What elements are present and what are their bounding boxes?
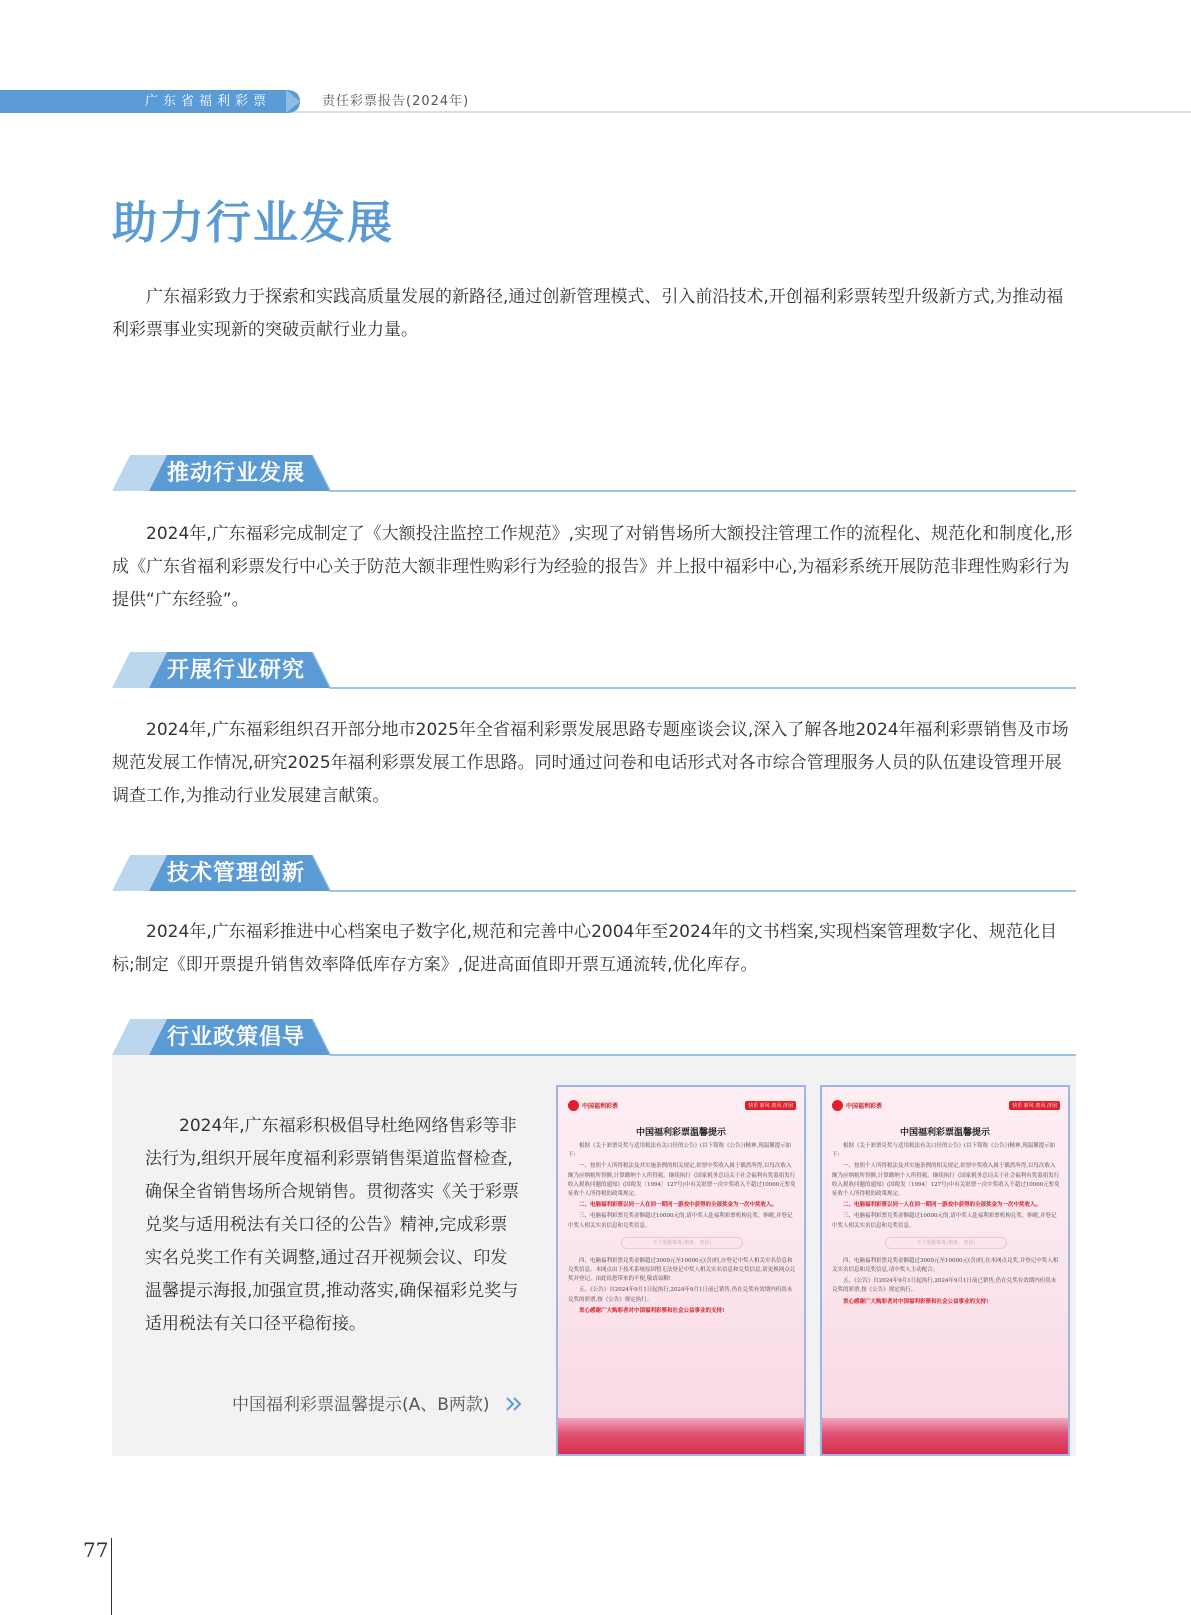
lottery-logo: 中国福利彩票: [832, 1100, 892, 1110]
poster-footer-band: [558, 1418, 804, 1454]
poster-caption: 中国福利彩票温馨提示(A、B两款): [232, 1395, 490, 1415]
section-heading-tech-innovation: [112, 855, 1076, 895]
poster-title: 中国福利彩票温馨提示: [635, 1128, 726, 1138]
poster-a: [556, 1085, 806, 1456]
poster-body: 根据《关于彩票兑奖与适用税法有关口径的公告》(以下简称《公告》)精神,现温馨提示如下: 一、按照个人所得税法及其实施条例的相关规定,彩票中奖收入属于偶然所得,以每次收入额为应纳税所得额,计算缴纳个人所得税。继续执行《国家税务总局关于社会福利有奖募捐发行收入税收问题的通知》(国税发〔1994〕127号)中有关彩票一次中奖收入不超过10000元暂免征收个人所得税的政策规定。 二、电脑福利彩票以同一人在同一期同一游戏中获得的全部奖金为一次中奖收入。 三、电脑福利彩票兑奖金额超过10000元的,请中奖人赴福利彩票机构兑奖、纳税,并登记中奖人相关实名信息和兑奖信息。 不干胶粘贴处(地址、电话) 四、电脑福利彩票兑奖金额超过3000元至10000元(含)的,应登记中奖人相关实名信息和兑奖信息。本网点由于技术系统原因暂无法登记中奖人相关实名信息和兑奖信息,请更换网点兑奖并登记。由此给您带来的不便,敬请谅解! 五、《公告》自2024年9月1日起执行,2024年9月1日前已销售,仍在兑奖有效期内但尚未兑奖的彩票,按《公告》规定执行。 衷心感谢广大购彩者对中国福利彩票和社会公益事业的支持!: [568, 1143, 796, 1314]
section-body: 2024年,广东福彩积极倡导杜绝网络售彩等非法行为,组织开展年度福利彩票销售渠道监督检查,确保全省销售场所合规销售。贯彻落实《关于彩票兑奖与适用税法有关口径的公告》精神,完成彩票实名兑奖工作有关调整,通过召开视频会议、印发温馨提示海报,加强宣贯,推动落实,确保福彩兑奖与适用税法有关口径平稳衔接。: [145, 1116, 519, 1334]
sticker-area: 不干胶粘贴处(地址、电话): [621, 1237, 743, 1249]
section-heading-industry-development: [112, 455, 1076, 495]
section-body: 2024年,广东福彩组织召开部分地市2025年全省福利彩票发展思路专题座谈会议,深入了解各地2024年福利彩票销售及市场规范发展工作情况,研究2025年福利彩票发展工作思路。同时通过问卷和电话形式对各市综合管理服务人员的队伍建设管理开展调查工作,为推动行业发展建言献策。: [112, 720, 1069, 806]
section-title: 推动行业发展: [167, 461, 306, 486]
page-number: 77: [83, 1538, 109, 1562]
section-heading-industry-research: [112, 652, 1076, 692]
lottery-logo: 中国福利彩票: [568, 1100, 628, 1110]
poster-title: 中国福利彩票温馨提示: [899, 1128, 990, 1138]
intro-paragraph: 广东福彩致力于探索和实践高质量发展的新路径,通过创新管理模式、引入前沿技术,开创福利彩票转型升级新方式,为推动福利彩票事业实现新的突破贡献行业力量。: [112, 287, 1064, 340]
double-chevron-right-icon: [505, 1396, 523, 1412]
header-organization: 广东省福利彩票: [145, 94, 272, 109]
poster-tags: 快乐 新风 善风 济困: [1009, 1101, 1060, 1110]
section-title: 开展行业研究: [167, 658, 306, 683]
section-body: 2024年,广东福彩推进中心档案电子数字化,规范和完善中心2004年至2024年的文书档案,实现档案管理数字化、规范化目标;制定《即开票提升销售效率降低库存方案》,促进高面值即开票互通流转,优化库存。: [112, 922, 1058, 975]
page-number-rule: [111, 1538, 112, 1615]
section-title: 技术管理创新: [167, 861, 306, 886]
poster-footer-band: [822, 1418, 1068, 1454]
section-title: 行业政策倡导: [167, 1025, 306, 1050]
section-heading-policy-advocacy: [112, 1019, 1076, 1059]
lottery-logo-icon: [832, 1100, 843, 1111]
page-title: 助力行业发展: [112, 196, 395, 249]
lottery-logo-icon: [568, 1100, 579, 1111]
poster-body: 根据《关于彩票兑奖与适用税法有关口径的公告》(以下简称《公告》)精神,现温馨提示如下: 一、按照个人所得税法及其实施条例的相关规定,彩票中奖收入属于偶然所得,以每次收入额为应纳税所得额,计算缴纳个人所得税。继续执行《国家税务总局关于社会福利有奖募捐发行收入税收问题的通知》(国税发〔1994〕127号)中有关彩票一次中奖收入不超过10000元暂免征收个人所得税的政策规定。 二、电脑福利彩票以同一人在同一期同一游戏中获得的全部奖金为一次中奖收入。 三、电脑福利彩票兑奖金额超过10000元的,请中奖人赴福利彩票机构兑奖、纳税,并登记中奖人相关实名信息和兑奖信息。 不干胶粘贴处(地址、电话) 四、电脑福利彩票兑奖金额超过3000元至10000元(含)的,在本网点兑奖,并登记中奖人相关实名信息和兑奖信息,请中奖人主动配合。 五、《公告》自2024年9月1日起执行,2024年9月1日前已销售,仍在兑奖有效期内但尚未兑奖的彩票,按《公告》规定执行。 衷心感谢广大购彩者对中国福利彩票和社会公益事业的支持!: [832, 1143, 1060, 1305]
sticker-area: 不干胶粘贴处(地址、电话): [885, 1237, 1007, 1249]
section-body: 2024年,广东福彩完成制定了《大额投注监控工作规范》,实现了对销售场所大额投注管理工作的流程化、规范化和制度化,形成《广东省福利彩票发行中心关于防范大额非理性购彩行为经验的报告》并上报中福彩中心,为福彩系统开展防范非理性购彩行为提供“广东经验”。: [112, 524, 1073, 610]
poster-b: [820, 1085, 1070, 1456]
header-report-title: 责任彩票报告(2024年): [322, 94, 470, 109]
poster-tags: 快乐 新风 善风 济困: [745, 1101, 796, 1110]
